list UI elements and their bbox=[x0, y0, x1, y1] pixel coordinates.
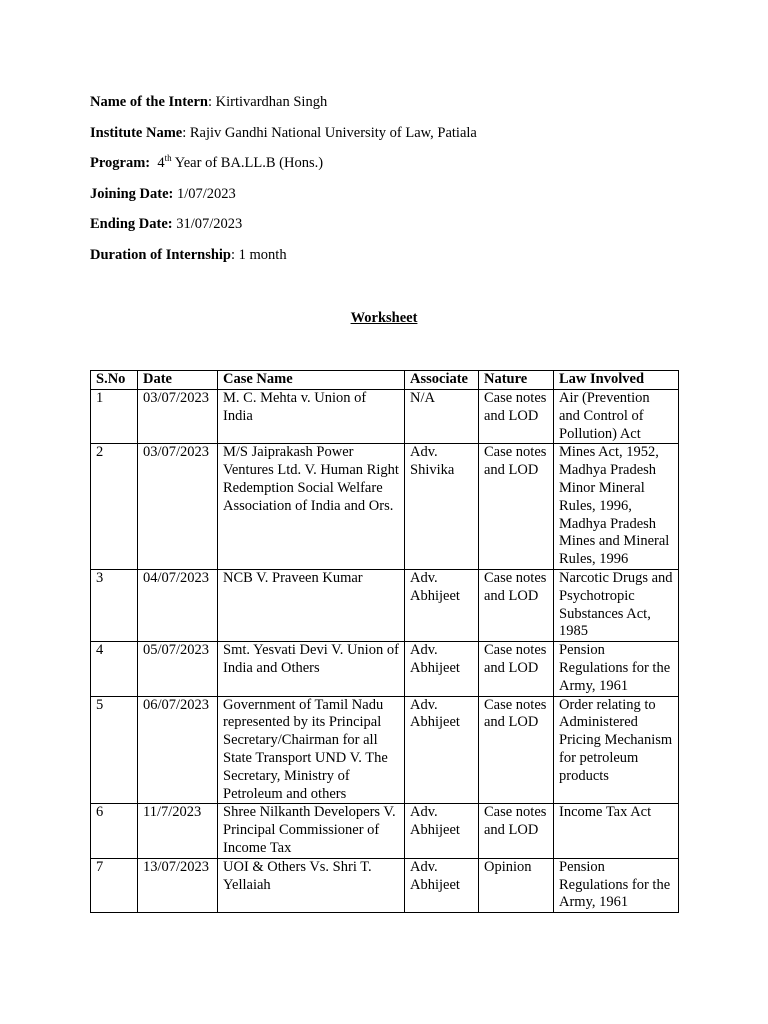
program-value-rest: Year of BA.LL.B (Hons.) bbox=[171, 155, 324, 172]
program-line bbox=[90, 154, 477, 185]
cell-sno: 4 bbox=[91, 642, 138, 696]
cell-nature: Case notes and LOD bbox=[479, 804, 554, 858]
cell-case-name: Shree Nilkanth Developers V. Principal Commissioner of Income Tax bbox=[218, 804, 405, 858]
cell-date: 03/07/2023 bbox=[138, 390, 218, 444]
table-header-row bbox=[91, 371, 679, 390]
intern-name-value: : Kirtivardhan Singh bbox=[208, 94, 328, 110]
cell-date: 04/07/2023 bbox=[138, 569, 218, 641]
table-row bbox=[91, 569, 679, 641]
table-row bbox=[91, 642, 679, 696]
header-case-name: Case Name bbox=[218, 371, 405, 390]
table-row bbox=[91, 804, 679, 858]
institute-value: : Rajiv Gandhi National University of Law, Patiala bbox=[182, 124, 477, 141]
cell-law-involved: Income Tax Act bbox=[554, 804, 679, 858]
cell-associate: Adv. Abhijeet bbox=[405, 642, 479, 696]
cell-law-involved: Narcotic Drugs and Psychotropic Substances Act, 1985 bbox=[554, 569, 679, 641]
cell-case-name: Smt. Yesvati Devi V. Union of India and Others bbox=[218, 642, 405, 696]
cell-sno: 5 bbox=[91, 696, 138, 804]
cell-associate: Adv. Abhijeet bbox=[405, 569, 479, 641]
duration-value: : 1 month bbox=[231, 246, 287, 263]
cell-case-name: M/S Jaiprakash Power Ventures Ltd. V. Human Right Redemption Social Welfare Association of India and Ors. bbox=[218, 444, 405, 570]
ending-date-line bbox=[90, 215, 477, 246]
intern-details bbox=[90, 93, 477, 277]
cell-associate: Adv. Shivika bbox=[405, 444, 479, 570]
cell-sno: 3 bbox=[91, 569, 138, 641]
program-value-num: 4 bbox=[157, 155, 165, 172]
cell-associate: Adv. Abhijeet bbox=[405, 858, 479, 912]
cell-date: 06/07/2023 bbox=[138, 696, 218, 804]
cell-date: 05/07/2023 bbox=[138, 642, 218, 696]
program-label: Program: bbox=[90, 155, 151, 172]
cell-case-name: M. C. Mehta v. Union of India bbox=[218, 390, 405, 444]
joining-date-label: Joining Date: bbox=[90, 185, 174, 202]
cell-law-involved: Mines Act, 1952, Madhya Pradesh Minor Mineral Rules, 1996, Madhya Pradesh Mines and Mineral Rules, 1996 bbox=[554, 444, 679, 570]
joining-date-line bbox=[90, 185, 477, 216]
duration-line bbox=[90, 246, 477, 277]
cell-sno: 1 bbox=[91, 390, 138, 444]
cell-case-name: Government of Tamil Nadu represented by its Principal Secretary/Chairman for all State Transport UND V. The Secretary, Ministry of Petroleum and others bbox=[218, 696, 405, 804]
cell-date: 13/07/2023 bbox=[138, 858, 218, 912]
cell-nature: Case notes and LOD bbox=[479, 696, 554, 804]
ending-date-value: 31/07/2023 bbox=[172, 216, 243, 233]
cell-sno: 7 bbox=[91, 858, 138, 912]
cell-associate: N/A bbox=[405, 390, 479, 444]
header-nature: Nature bbox=[479, 371, 554, 390]
duration-label: Duration of Internship bbox=[90, 246, 231, 263]
cell-associate: Adv. Abhijeet bbox=[405, 804, 479, 858]
cell-nature: Case notes and LOD bbox=[479, 569, 554, 641]
cell-nature: Case notes and LOD bbox=[479, 444, 554, 570]
cell-law-involved: Pension Regulations for the Army, 1961 bbox=[554, 858, 679, 912]
header-associate: Associate bbox=[405, 371, 479, 390]
ending-date-label: Ending Date: bbox=[90, 216, 173, 233]
cell-sno: 6 bbox=[91, 804, 138, 858]
intern-name-line bbox=[90, 93, 477, 124]
header-law-involved: Law Involved bbox=[554, 371, 679, 390]
table-row bbox=[91, 390, 679, 444]
cell-case-name: NCB V. Praveen Kumar bbox=[218, 569, 405, 641]
institute-line bbox=[90, 124, 477, 155]
cell-law-involved: Order relating to Administered Pricing Mechanism for petroleum products bbox=[554, 696, 679, 804]
cell-nature: Case notes and LOD bbox=[479, 642, 554, 696]
cell-nature: Case notes and LOD bbox=[479, 390, 554, 444]
cell-associate: Adv. Abhijeet bbox=[405, 696, 479, 804]
cell-sno: 2 bbox=[91, 444, 138, 570]
header-sno: S.No bbox=[91, 371, 138, 390]
joining-date-value: 1/07/2023 bbox=[173, 185, 236, 202]
cell-law-involved: Pension Regulations for the Army, 1961 bbox=[554, 642, 679, 696]
worksheet-table bbox=[90, 370, 679, 913]
worksheet-title: Worksheet bbox=[350, 310, 418, 326]
institute-label: Institute Name bbox=[90, 124, 183, 141]
cell-date: 03/07/2023 bbox=[138, 444, 218, 570]
cell-law-involved: Air (Prevention and Control of Pollution) Act bbox=[554, 390, 679, 444]
program-value-sup: th bbox=[164, 153, 172, 164]
intern-name-label: Name of the Intern bbox=[90, 94, 208, 110]
table-row bbox=[91, 858, 679, 912]
cell-date: 11/7/2023 bbox=[138, 804, 218, 858]
table-row bbox=[91, 696, 679, 804]
cell-case-name: UOI & Others Vs. Shri T. Yellaiah bbox=[218, 858, 405, 912]
header-date: Date bbox=[138, 371, 218, 390]
cell-nature: Opinion bbox=[479, 858, 554, 912]
table-row bbox=[91, 444, 679, 570]
